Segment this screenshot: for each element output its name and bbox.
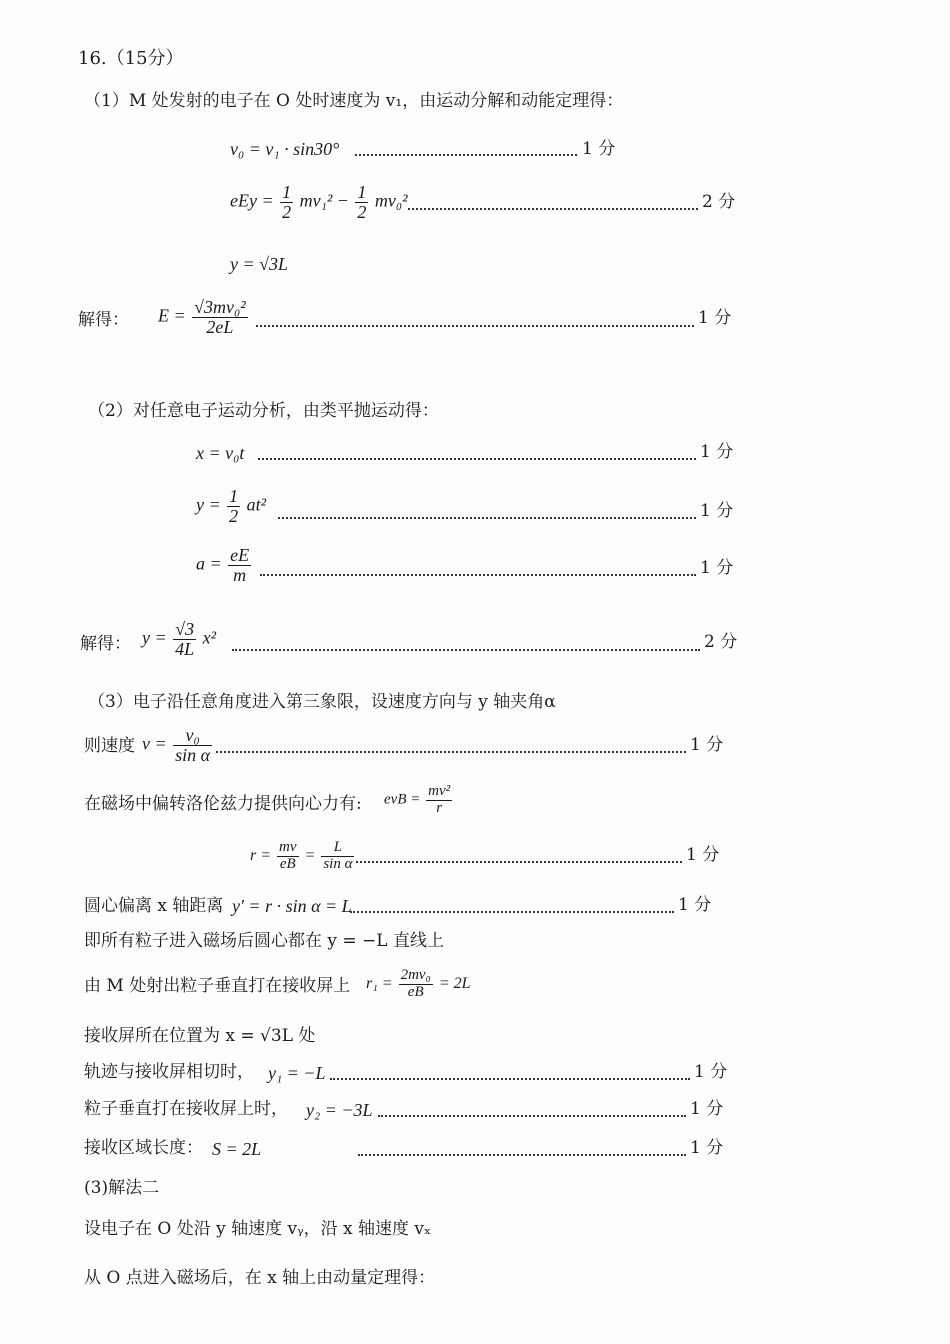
leader-dots — [258, 458, 696, 460]
method2-line1: 设电子在 O 处沿 y 轴速度 vᵧ，沿 x 轴速度 vₓ — [84, 1219, 432, 1239]
part1-intro: （1）M 处发射的电子在 O 处时速度为 v₁，由运动分解和动能定理得： — [84, 91, 624, 111]
eq-left: y = — [142, 627, 167, 648]
eq-left: eEy = — [230, 190, 274, 211]
part1-solution — [158, 298, 250, 337]
method2-line2: 从 O 点进入磁场后，在 x 轴上由动量定理得： — [84, 1268, 436, 1288]
fraction-half: $\frac{1}{2}$ — [229, 486, 239, 526]
eq-left: a = — [196, 553, 222, 574]
perpendicular-label: 由 M 处射出粒子垂直打在接收屏上 — [84, 976, 351, 996]
score-label: 1 分 — [694, 1062, 728, 1082]
tangent-label: 轨迹与接收屏相切时， — [84, 1062, 254, 1082]
part1-eq1: v₀ = v₁ · sin30° — [230, 139, 340, 159]
lorentz-label: 在磁场中偏转洛伦兹力提供向心力有: — [84, 794, 362, 814]
part2-intro: （2）对任意电子运动分析，由类平抛运动得： — [88, 401, 439, 421]
leader-dots — [330, 1078, 690, 1080]
eq-left: evB = — [384, 791, 421, 808]
fraction-half: $\frac{1}{2}$ — [357, 182, 367, 222]
leader-dots — [356, 861, 682, 863]
part2-solution — [142, 620, 216, 659]
eq-left: v = — [142, 733, 167, 754]
part3-speed-eq — [142, 726, 214, 765]
fraction: $\frac{mv}{eB}$ — [279, 839, 297, 872]
eq-left: r = — [250, 846, 272, 864]
eq-term: = 2L — [438, 974, 471, 992]
center-line-text: 即所有粒子进入磁场后圆心都在 y = −L 直线上 — [84, 931, 444, 951]
eq-term: mv₁² − — [299, 190, 349, 211]
speed-label: 则速度 — [84, 736, 135, 756]
score-label: 1 分 — [700, 501, 734, 521]
part2-eq2 — [196, 487, 266, 526]
score-label: 1 分 — [582, 139, 616, 159]
leader-dots — [216, 751, 686, 753]
center-offset-label: 圆心偏离 x 轴距离 — [84, 896, 224, 916]
leader-dots — [355, 154, 577, 156]
vertical-label: 粒子垂直打在接收屏上时， — [84, 1099, 288, 1119]
score-label: 1 分 — [690, 735, 724, 755]
eq-term: mv₀² — [374, 190, 408, 211]
eq-left: y = — [196, 494, 221, 515]
part2-eq3 — [196, 546, 253, 585]
leader-dots — [260, 574, 696, 576]
fraction: $\frac{\text{v₀}}{\text{sin α}}$ — [175, 725, 211, 765]
solve-label: 解得： — [80, 634, 131, 654]
score-label: 1 分 — [698, 308, 732, 328]
part2-eq1: x = v₀t — [196, 443, 245, 463]
fraction: $\frac{L}{\text{sin α}}$ — [323, 839, 353, 872]
score-label: 1 分 — [700, 558, 734, 578]
part3-radius-eq: r = $\frac{mv}{eB}$ = $\frac{L}{\text{sin α}}$ — [250, 839, 353, 872]
eq-left: r₁ = — [366, 974, 393, 992]
leader-dots — [378, 1115, 686, 1117]
part3-intro: （3）电子沿任意角度进入第三象限，设速度方向与 y 轴夹角α — [88, 692, 556, 712]
problem-heading: 16.（15分） — [78, 48, 184, 69]
area-eq: S = 2L — [212, 1139, 262, 1159]
method2-title: (3)解法二 — [84, 1178, 160, 1198]
perpendicular-radius-eq — [366, 968, 471, 1001]
score-label: 1 分 — [686, 845, 720, 865]
score-label: 1 分 — [678, 895, 712, 915]
fraction: $\frac{eE}{m}$ — [230, 545, 250, 585]
score-label: 2 分 — [704, 632, 738, 652]
fraction: $\frac{\text{√3mv₀²}}{2eL}$ — [194, 297, 246, 337]
leader-dots — [232, 649, 700, 651]
vertical-eq: y₂ = −3L — [306, 1100, 373, 1120]
screen-position-text: 接收屏所在位置为 x = √3L 处 — [84, 1026, 316, 1046]
leader-dots — [256, 325, 694, 327]
score-label: 1 分 — [690, 1138, 724, 1158]
score-label: 1 分 — [700, 442, 734, 462]
leader-dots — [278, 517, 696, 519]
area-label: 接收区域长度： — [84, 1138, 203, 1158]
leader-dots — [350, 911, 674, 913]
eq-term: at² — [246, 494, 267, 515]
center-offset-eq: y′ = r · sin α = L — [232, 896, 352, 916]
eq-left: E = — [158, 305, 186, 326]
leader-dots — [358, 1154, 686, 1156]
score-label: 1 分 — [690, 1099, 724, 1119]
fraction: $\frac{√3}{4L}$ — [175, 619, 195, 659]
tangent-eq: y₁ = −L — [268, 1063, 326, 1083]
fraction-half: $\frac{1}{2}$ — [282, 182, 292, 222]
part3-lorentz-eq — [384, 784, 454, 817]
leader-dots — [408, 208, 698, 210]
score-label: 2 分 — [702, 192, 736, 212]
eq-term: x² — [202, 627, 217, 648]
part1-eq3: y = √3L — [230, 254, 289, 274]
solve-label: 解得： — [78, 310, 129, 330]
fraction: $\frac{\text{mv²}}{r}$ — [428, 783, 451, 816]
part1-eq2 — [230, 183, 408, 222]
fraction: $\frac{\text{2mv₀}}{eB}$ — [400, 967, 431, 1000]
